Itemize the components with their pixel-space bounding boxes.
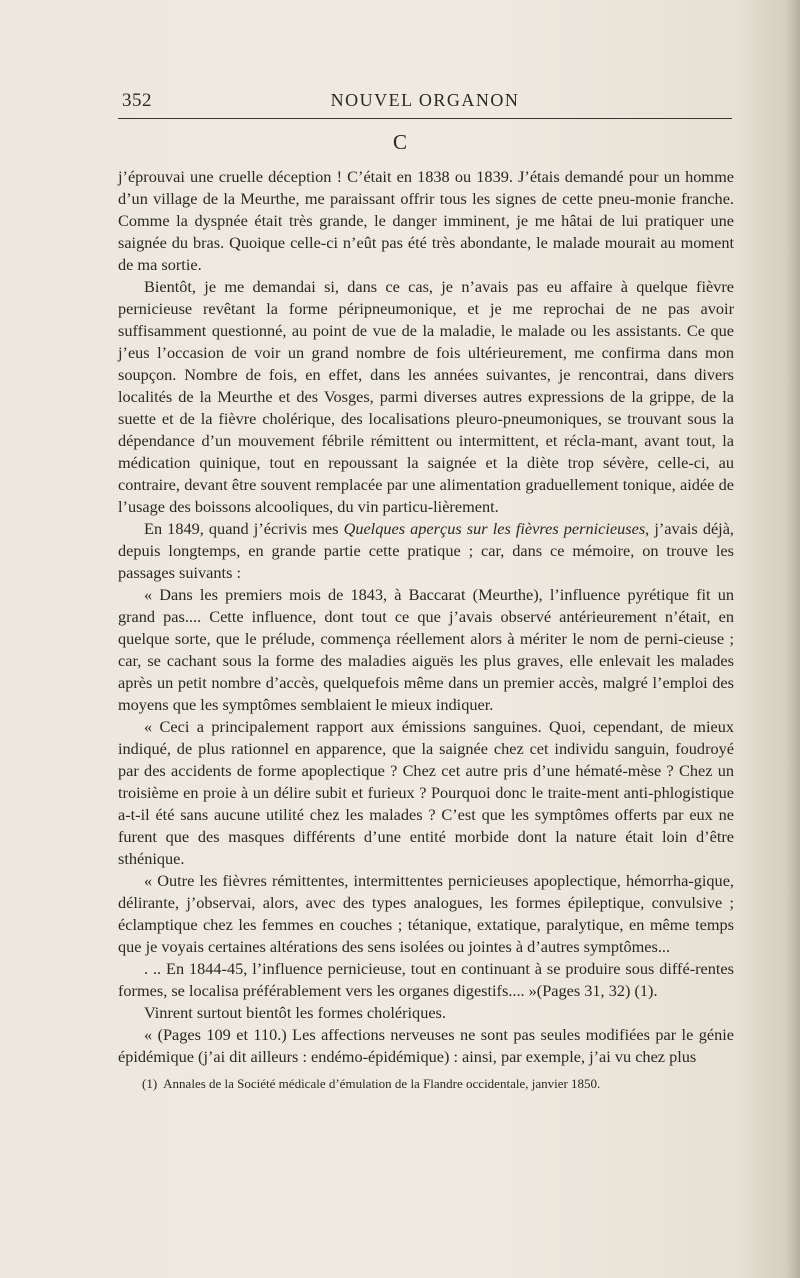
header-rule	[118, 118, 732, 119]
page-header	[118, 88, 732, 118]
paragraph-9: « (Pages 109 et 110.) Les affections nerveuses ne sont pas seules modifiées par le génie épidémique (j’ai dit ailleurs : endémo-épidémique) : ainsi, par exemple, j’ai vu chez plus	[118, 1025, 734, 1066]
book-title-italic: Quelques aperçus sur les fièvres pernicieuses	[343, 519, 646, 538]
footnote-marker: (1)	[142, 1076, 158, 1091]
paragraph-6: « Outre les fièvres rémittentes, intermittentes pernicieuses apoplectique, hémorrha-gique, délirante, j’observai, alors, avec des types analogues, les formes épileptique, convulsive ; éclamptique chez les femmes en couches ; tétanique, extatique, paralytique, en même temps que je voyais certaines altérations des sens isolées ou jointes à d’autres symptômes...	[118, 871, 734, 956]
paragraph-8: Vinrent surtout bientôt les formes cholériques.	[144, 1003, 446, 1022]
paragraph-3-after: , j’avais déjà, depuis longtemps, en grande partie cette pratique ; car, dans ce mémoire, on trouve les passages suivants :	[118, 519, 735, 582]
paragraph-3-before: En 1849, quand j’écrivis mes	[144, 519, 344, 538]
footnote	[118, 1075, 734, 1093]
section-letter: C	[392, 130, 407, 154]
body-text	[118, 166, 734, 1068]
running-title: NOUVEL ORGANON	[330, 90, 520, 110]
footnote-text: Annales de la Société médicale d’émulation de la Flandre occidentale, janvier 1850.	[163, 1076, 601, 1091]
page-number: 352	[122, 90, 152, 111]
page-edge-shadow	[786, 0, 800, 1278]
paragraph-4: « Dans les premiers mois de 1843, à Baccarat (Meurthe), l’influence pyrétique fit un grand pas.... Cette influence, dont tout ce que j’avais observé antérieurement n’était, en quelque sorte, que le prélude, commença réellement alors à mériter le nom de perni-cieuse ; car, se cachant sous la forme des maladies aiguës les plus graves, elle enlevait les malades après un petit nombre d’accès, quelquefois même dans un premier accès, malgré l’emploi des moyens que les symptômes semblaient le mieux indiquer.	[118, 585, 734, 714]
paragraph-7: . .. En 1844-45, l’influence pernicieuse, tout en continuant à se produire sous diffé-rentes formes, se localisa préférablement vers les organes digestifs.... »(Pages 31, 32) (1).	[118, 959, 734, 1000]
paragraph-2: Bientôt, je me demandai si, dans ce cas, je n’avais pas eu affaire à quelque fièvre pernicieuse revêtant la forme péripneumonique, et je me reprochai de ne pas avoir suffisamment questionné, au point de vue de la maladie, le malade ou les assistants. Ce que j’eus l’occasion de voir un grand nombre de fois ultérieurement, me confirma dans mon soupçon. Nombre de fois, en effet, dans les années suivantes, je rencontrai, dans divers localités de la Meurthe et des Vosges, parmi diverses autres expressions de la grippe, de la suette et de la fièvre cholérique, des localisations pleuro-pneumoniques, se trouvant sous la dépendance d’un mouvement fébrile rémittent ou intermittent, et récla-mant, avant tout, la médication quinique, tout en repoussant la saignée et la diète trop sévère, celle-ci, au contraire, devant être souvent remplacée par une alimentation graduellement tonique, aidée de l’usage des boissons alcooliques, du vin particu-lièrement.	[118, 277, 734, 516]
paragraph-5: « Ceci a principalement rapport aux émissions sanguines. Quoi, cependant, de mieux indiqué, de plus rationnel en apparence, que la saignée chez cet individu sanguin, foudroyé par des accidents de forme apoplectique ? Chez cet autre pris d’une hématé-mèse ? Chez un troisième en proie à un délire subit et furieux ? Pourquoi donc le traite-ment anti-phlogistique a-t-il été sans aucune utilité chez les malades ? C’est que les symptômes offerts par eux ne furent que des masques différents d’une entité morbide dont la nature était loin d’être sthénique.	[118, 717, 734, 868]
paragraph-1: j’éprouvai une cruelle déception ! C’était en 1838 ou 1839. J’étais demandé pour un homme d’un village de la Meurthe, me paraissant offrir tous les signes de cette pneu-monie franche. Comme la dyspnée était très grande, le danger imminent, je me hâtai de lui pratiquer une saignée du bras. Quoique celle-ci n’eût pas été très abondante, le malade mourait au moment de ma sortie.	[118, 167, 734, 274]
paragraph-3	[118, 518, 734, 584]
